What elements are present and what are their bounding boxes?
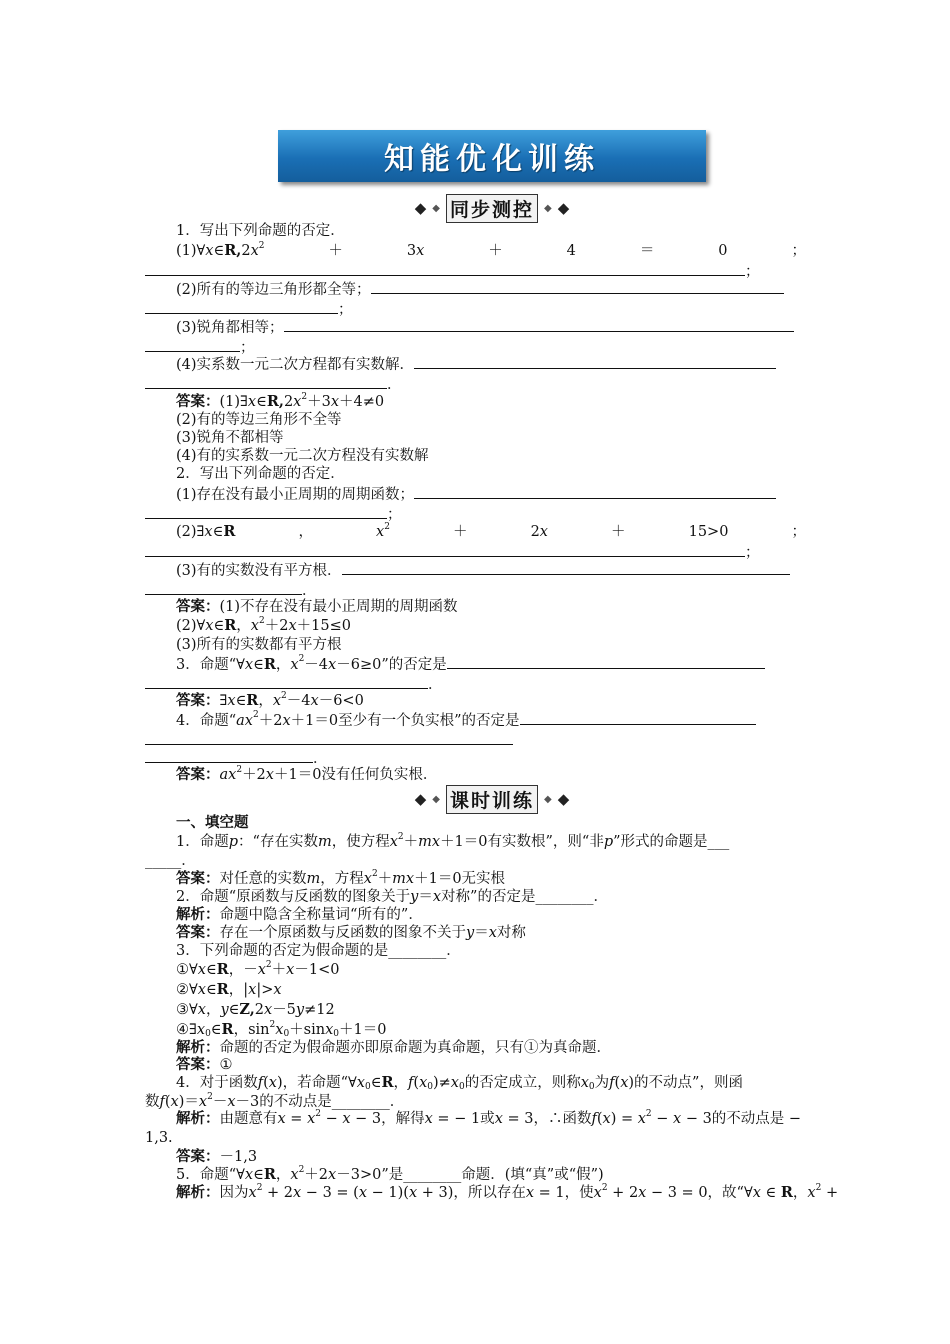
q1-part1-blank: ； [145,262,760,281]
q2-stem: 2．写出下列命题的否定． [176,466,345,482]
diamond-icon: ◆ [414,199,427,217]
q2-part1-blank: ； [145,505,402,524]
q1-part2-blank: ； [145,300,353,319]
p2-q1-answer: 答案：对任意的实数m，方程$x^2+mx+1=0$无实根 [176,869,506,887]
q3-answer: 答案：∃x∈R，$x^2-4x-6<0$ [176,691,364,709]
title-banner [278,130,706,182]
q3-blank: ． [145,675,443,694]
q1-part2: (2)所有的等边三角形都全等； [176,280,784,299]
q3-stem: 3．命题“∀x∈R，$x^2-4x-6\ge 0$”的否定是 [176,655,765,674]
q1-answer-2: (2)有的等边三角形不全等 [176,412,342,428]
p2-q2-answer: 答案：存在一个原函数与反函数的图象不关于y＝x对称 [176,924,526,941]
q1-part4-blank: ． [145,375,402,394]
p2-q4-answer: 答案：－1,3 [176,1148,258,1165]
p2-q5-jiexi: 解析：因为$x^2 + 2x - 3 = (x - 1)(x + 3)$，所以存在x = 1，使$x^2 + 2x - 3 = 0$，故“∀x ∈ R，$x^2$ + [176,1183,839,1201]
p2-q5-stem: 5．命题“∀x∈R，$x^2+2x-3>0$”是________命题．(填“真”或“假”) [176,1165,604,1183]
small-diamond-icon: ◆ [432,793,440,805]
q4-stem: 4．命题“$ax^2+2x+1=0$至少有一个负实根”的否定是 [176,711,756,730]
q1-answer: 答案：$(1)\exists x\in R,2x^2+3x+4\ne 0$ [176,392,385,410]
p2-q4-stem-1: 4．对于函数f(x)，若命题“∀x0∈R，f(x0)≠x0的否定成立，则称x0为f(x)的不动点”，则函 [176,1074,743,1092]
p2-q4-stem-2: 数$f(x)=x^2-x-3$的不动点是________． [145,1092,405,1110]
q2-part1: (1)存在没有最小正周期的周期函数； [176,485,776,504]
p2-q1-stem: 1．命题p：“存在实数m，使方程$x^2+mx+1=0$有实数根”，则“非p”形式的命题是___ [176,832,730,850]
q4-blank-2: ． [145,749,328,768]
p2-q3-answer: 答案：① [176,1056,233,1073]
p2-q4-jiexi-1: 解析：由题意有$x = x^2 - x - 3$，解得x = − 1或x = 3，∴函数$f(x) = x^2 - x - 3$的不动点是 − [176,1109,802,1127]
q2-part2: (2)∃x∈R ， $x^2$ ＋ 2x ＋ 15>0 ； [176,522,806,540]
q4-answer: 答案：$ax^2+2x+1=0$没有任何负实根． [176,765,438,783]
section-header-sync [392,195,592,221]
q2-answer-1: 答案：(1)不存在没有最小正周期的周期函数 [176,598,458,615]
p2-q3-option-1: ①∀x∈R，$-x^2+x-1<0$ [176,960,340,978]
q2-answer-2: (2)∀x∈R，$x^2+2x+15\le 0$ [176,616,351,634]
p2-q4-jiexi-2: 1,3. [145,1130,173,1146]
q1-answer-4: (4)有的实系数一元二次方程没有实数解 [176,448,429,464]
small-diamond-icon: ◆ [544,202,552,214]
banner-title: 知能优化训练 [384,142,600,177]
diamond-icon: ◆ [414,790,427,808]
p2-q3-option-2: ②∀x∈R，|x|>x [176,981,282,998]
q2-answer-3: (3)所有的实数都有平方根 [176,637,342,653]
p2-q3-jiexi: 解析：命题的否定为假命题亦即原命题为真命题，只有①为真命题． [176,1039,611,1056]
diamond-icon: ◆ [557,199,570,217]
q1-answer-3: (3)锐角不都相等 [176,430,284,446]
p2-q3-option-4: ④∃x0∈R，$\sin^2x0+\sin x0+1=0$ [176,1020,387,1039]
q1-part4: (4)实系数一元二次方程都有实数解． [176,355,776,374]
p2-q3-stem: 3．下列命题的否定为假命题的是________． [176,943,461,959]
q2-part3-blank: ． [145,581,317,600]
small-diamond-icon: ◆ [432,202,440,214]
q1-part1: $(1)\forall x\in R,2x^2$ ＋ 3x ＋ 4 ＝ 0 ； [176,241,806,259]
p2-q1-cont: _____． [145,853,196,869]
p2-q2-jiexi: 解析：命题中隐含全称量词“所有的”． [176,906,423,923]
q1-part3: (3)锐角都相等； [176,318,794,337]
small-diamond-icon: ◆ [544,793,552,805]
q4-blank-1 [145,731,513,750]
diamond-icon: ◆ [557,790,570,808]
q1-stem: 1．写出下列命题的否定． [176,223,345,239]
p2-q3-option-3: ③∀x，y∈Z,2x－5y≠12 [176,1001,335,1018]
q2-part3: (3)有的实数没有平方根． [176,561,790,580]
p2-q2-stem: 2．命题“原函数与反函数的图象关于y＝x对称”的否定是________． [176,889,608,905]
q1-part3-blank: ； [145,338,255,357]
section-title: 课时训练 [446,785,538,814]
q2-part2-blank: ； [145,543,760,562]
part2-heading: 一、填空题 [176,814,249,831]
section-header-practice [392,786,592,812]
section-title: 同步测控 [446,194,538,223]
